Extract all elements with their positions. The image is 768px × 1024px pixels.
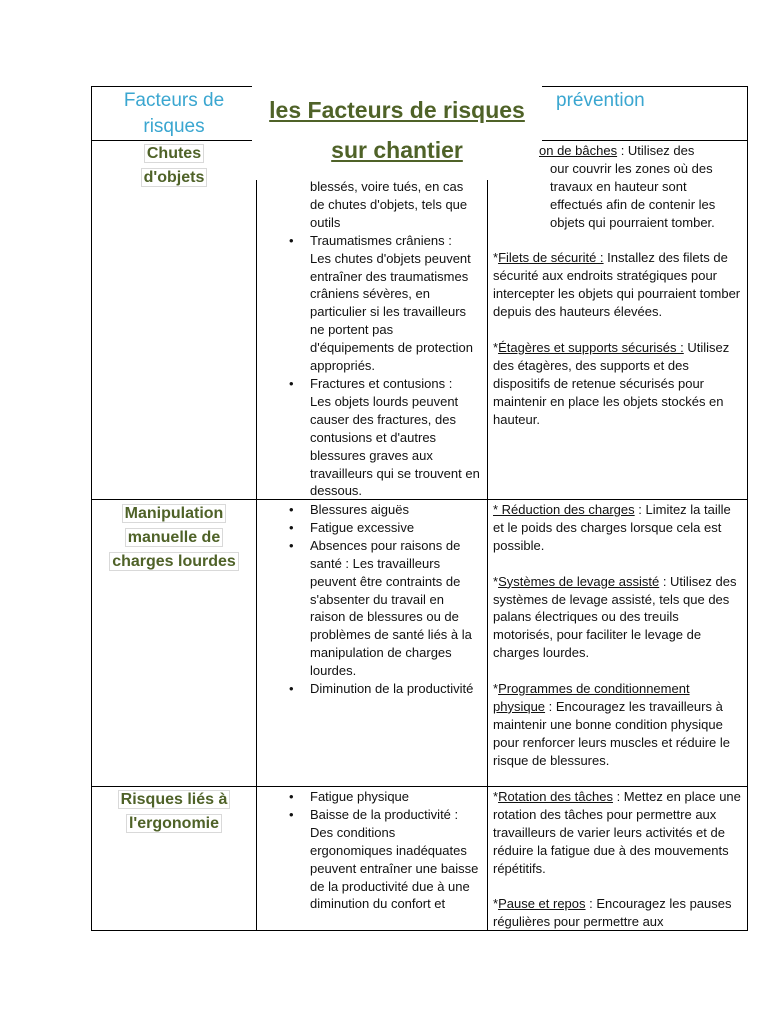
list-item: • Fatigue excessive: [310, 519, 480, 537]
factor-manipulation: [96, 502, 252, 574]
header-factors: [96, 88, 252, 140]
table-right-border: [747, 86, 748, 931]
list-item: • Diminution de la productivité: [310, 680, 480, 698]
factor-line: Chutes: [144, 144, 204, 163]
list-item: • Absences pour raisons de santé : Les travailleurs peuvent être contraints de s'absenter du travail en raison de blessures ou de problèmes de santé liés à la manipulation de charges lourdes.: [310, 537, 480, 680]
prevention-text: : Limitez la taille et le poids des charges lorsque cela est possible.: [493, 502, 731, 553]
factor-line: Risques liés à: [118, 790, 231, 809]
prevention-label: Pause et repos: [498, 896, 586, 912]
table-bottom-border: [91, 930, 748, 931]
list-item: • Traumatismes crâniens : Les chutes d'objets peuvent entraîner des traumatismes crâniens sévères, en particulier si les travailleurs ne portent pas d'équipements de protection appropriés.: [310, 232, 480, 375]
prevention-label: * Réduction des charges: [493, 502, 635, 517]
prevention-label: on de bâches: [539, 143, 618, 158]
prevention-text: Utilisez des étagères, des supports et des dispositifs de retenue sécurisés pour maintenir en place les objets stockés en hauteur.: [493, 339, 730, 427]
prevention-row1: on de bâches : Utilisez des our couvrir les zones où des travaux en hauteur sont effectués afin de contenir les objets qui pourraient tomber. *Filets de sécurité : Installez des filets de sécurité aux endroits stratégiques pour intercepter les objets qui pourraient tomber depuis des hauteurs élevées. *Étagères et supports sécurisés : Utilisez des étagères, des supports et des dispositifs de retenue sécurisés pour maintenir en place les objets stockés en hauteur.: [493, 143, 741, 427]
consequences-row1: [288, 178, 480, 500]
list-item: • Baisse de la productivité : Des conditions ergonomiques inadéquates peuvent entraîner une baisse de la productivité due à une diminution du confort et: [310, 806, 480, 913]
prevention-label: Programmes de conditionnement physique: [493, 681, 690, 714]
prevention-text: Installez des filets de sécurité aux endroits stratégiques pour intercepter les objets qui pourraient tomber depuis des hauteurs élevées.: [493, 250, 741, 320]
consequence-text: blessés, voire tués, en cas de chutes d'objets, tels que outils: [310, 179, 468, 230]
prevention-text: : Utilisez des systèmes de levage assisté, tels que des palans électriques ou des treuils motorisés, pour faciliter le levage de charges lourdes.: [493, 573, 737, 661]
prevention-label: Filets de sécurité :: [498, 250, 604, 266]
factor-line: charges lourdes: [109, 552, 239, 571]
prevention-label: Rotation des tâches: [498, 789, 613, 804]
page-title-line1: les Facteurs de risques: [269, 97, 525, 123]
table-left-border: [91, 86, 92, 931]
consequences-row2: [288, 501, 480, 698]
prevention-text: : Encouragez les travailleurs à maintenir une bonne condition physique pour renforcer leurs muscles et réduire le risque de blessures.: [493, 698, 730, 768]
factor-line: l'ergonomie: [126, 814, 222, 833]
header-prevention: prévention: [556, 90, 645, 111]
consequences-row3: [288, 788, 480, 930]
prevention-label: Systèmes de levage assisté: [498, 573, 660, 589]
header-factors-line1: Facteurs de: [123, 90, 225, 111]
prevention-text: : Encouragez les pauses régulières pour permettre aux: [493, 896, 732, 930]
factor-line: manuelle de: [125, 528, 223, 547]
col2-right-border: [487, 180, 488, 931]
prevention-label: Étagères et supports sécurisés :: [498, 339, 684, 355]
factor-line: Manipulation: [122, 504, 227, 523]
factor-line: d'objets: [141, 168, 208, 187]
prevention-text: our couvrir les zones où des travaux en hauteur sont effectués afin de contenir les objets qui pourraient tomber.: [550, 160, 716, 230]
factor-chutes: [96, 142, 252, 190]
factor-ergonomie: [96, 788, 252, 836]
col1-right-border: [256, 180, 257, 931]
prevention-text: : Mettez en place une rotation des tâches pour permettre aux travailleurs de varier leurs activités et de réduire la fatigue due à des mouvements répétitifs.: [493, 789, 741, 876]
prevention-text: : Utilisez des: [617, 143, 695, 158]
prevention-row2: * Réduction des charges : Limitez la taille et le poids des charges lorsque cela est possible. *Systèmes de levage assisté : Utilisez des systèmes de levage assisté, tels que des palans électriques ou des treuils motorisés, pour faciliter le levage de charges lourdes. *Programmes de conditionnement physique : Encouragez les travailleurs à maintenir une bonne condition physique pour renforcer leurs muscles et réduire le risque de blessures.: [493, 502, 737, 768]
header-factors-line2: risques: [143, 116, 205, 137]
prevention-row3: *Rotation des tâches : Mettez en place une rotation des tâches pour permettre aux travailleurs de varier leurs activités et de réduire la fatigue due à des mouvements répétitifs. *Pause et repos : Encouragez les pauses régulières pour permettre aux: [493, 789, 741, 930]
page-title-line2: sur chantier: [331, 137, 463, 163]
list-item: • Blessures aiguës: [310, 501, 480, 519]
list-item: • Fractures et contusions : Les objets lourds peuvent causer des fractures, des contusions et d'autres blessures graves aux travailleurs qui se trouvent en dessous.: [310, 375, 480, 500]
list-item: • Fatigue physique: [310, 788, 480, 806]
